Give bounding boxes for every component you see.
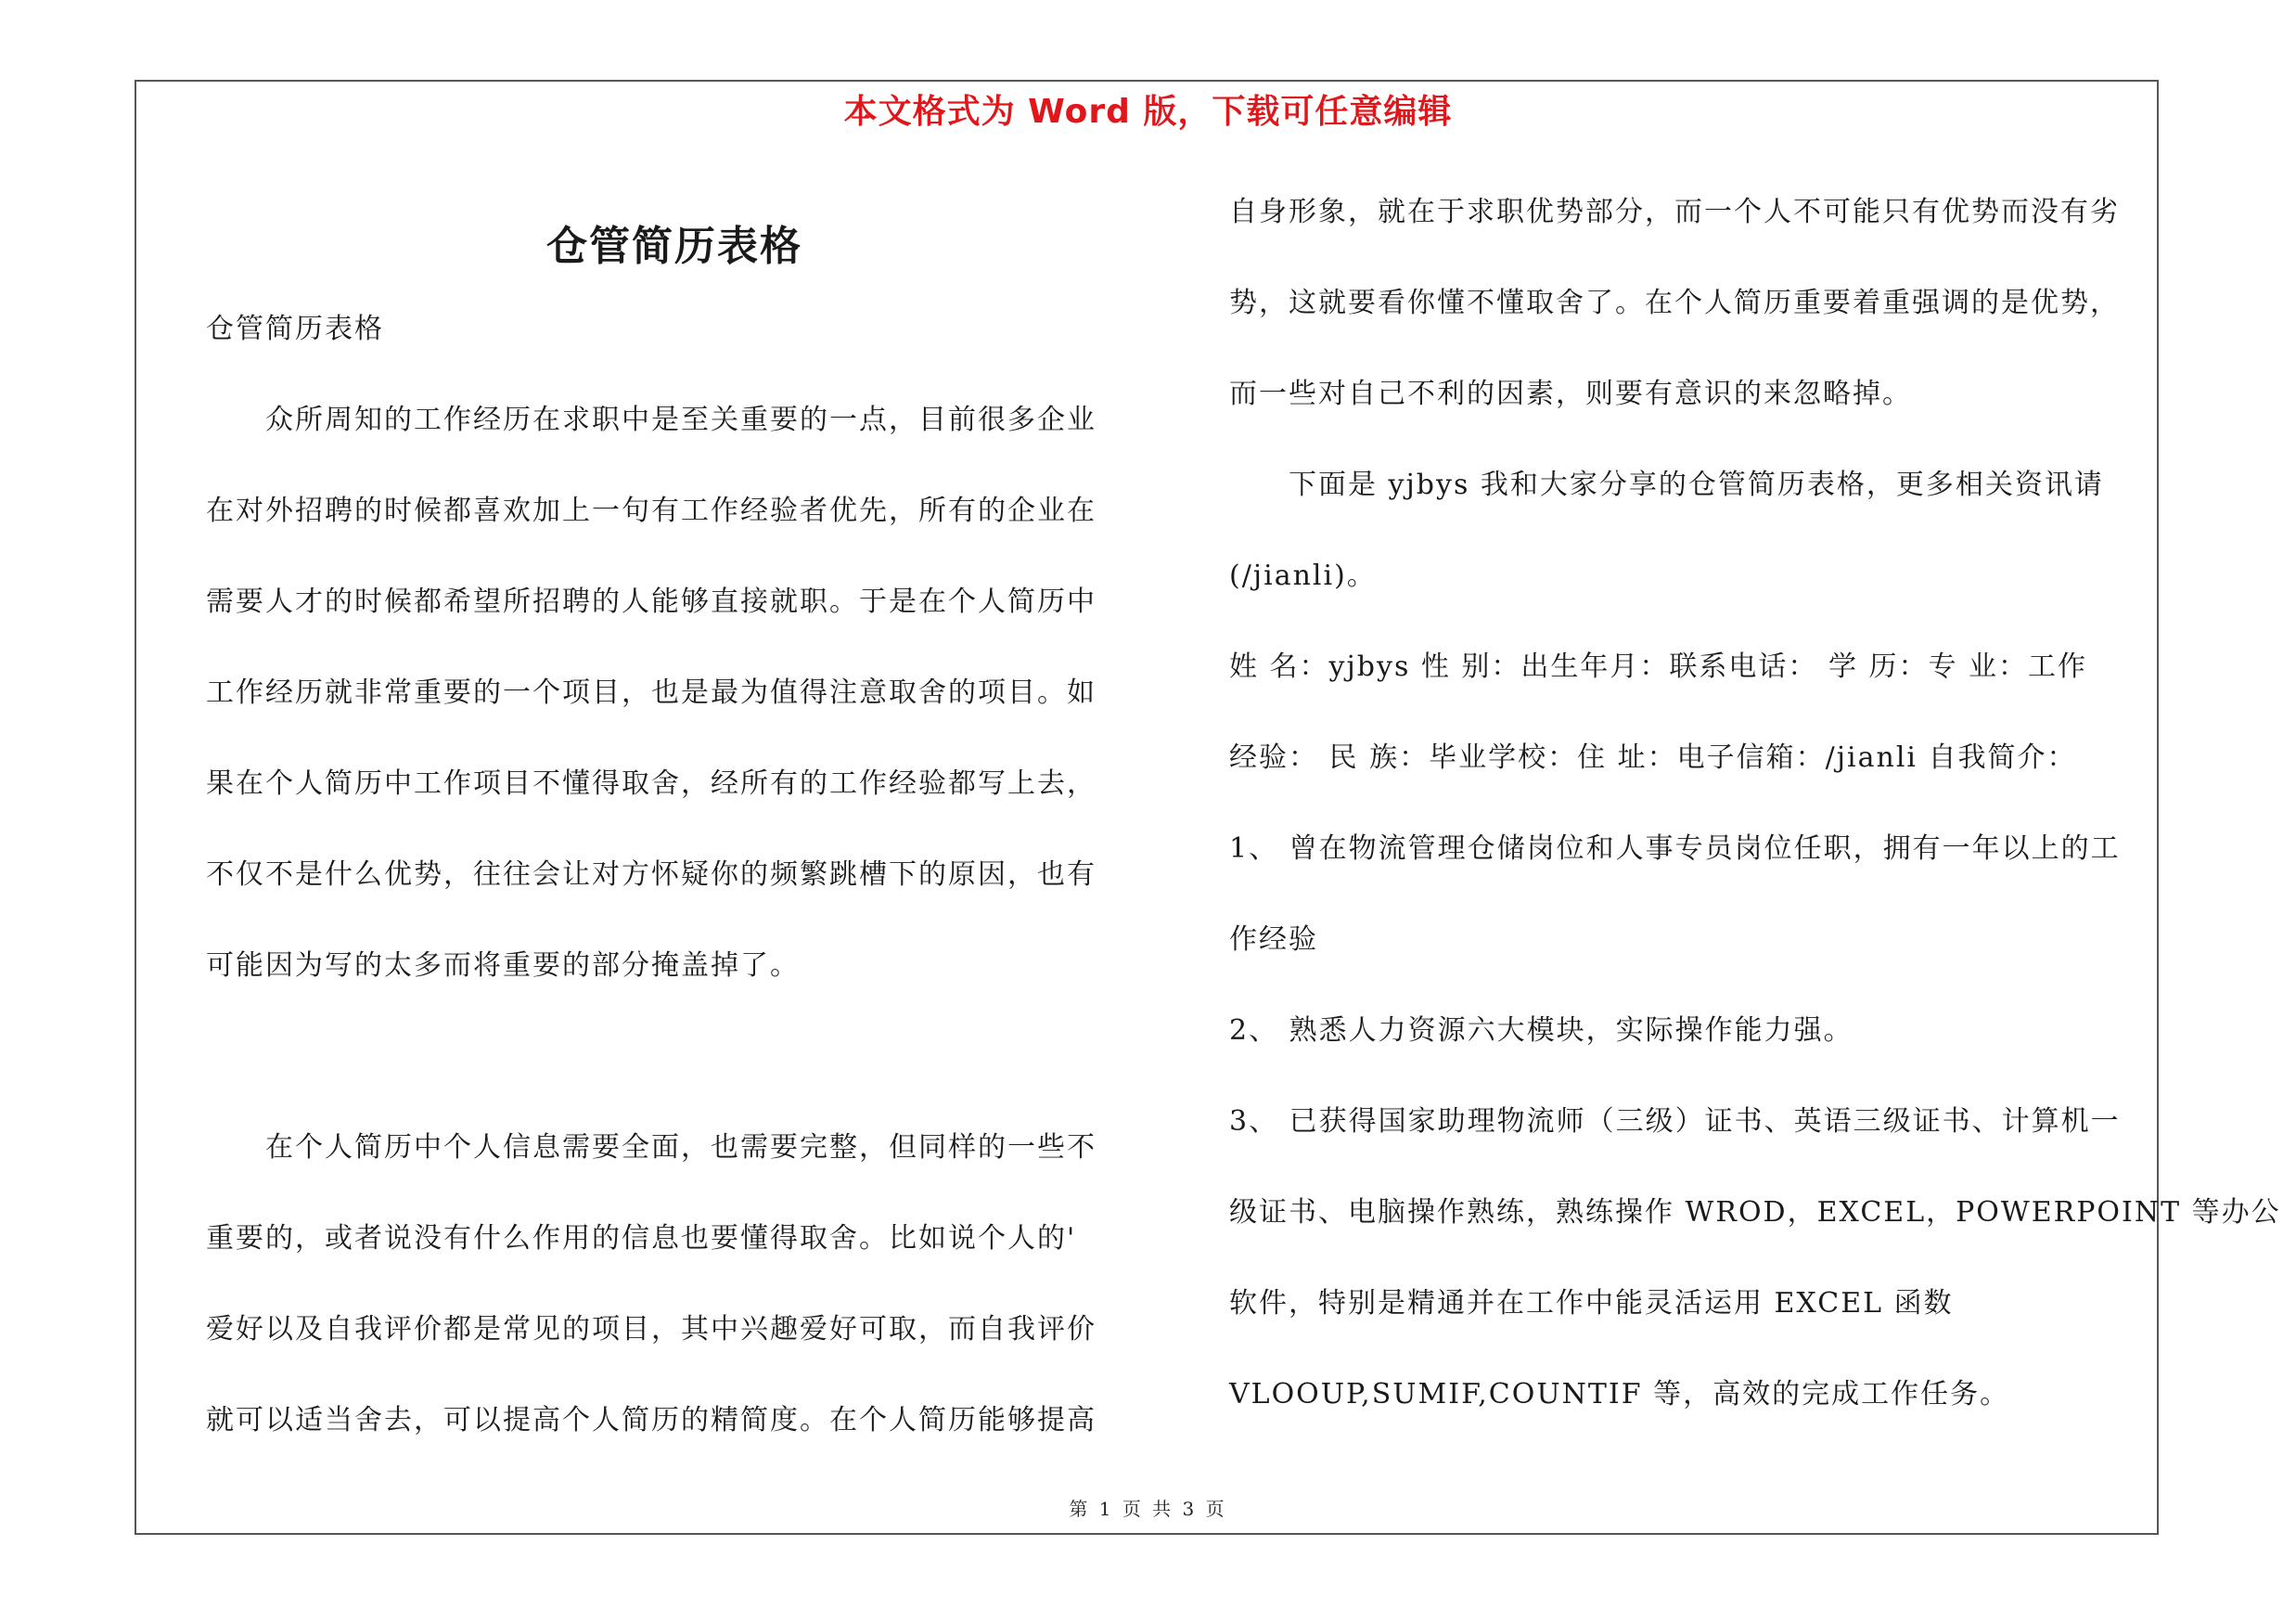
text-line: 势，这就要看你懂不懂取舍了。在个人简历重要着重强调的是优势， — [1229, 287, 2120, 319]
text-line: 仓管简历表格 — [206, 313, 384, 345]
text-line: VLOOUP,SUMIF,COUNTIF 等，高效的完成工作任务。 — [1229, 1378, 2010, 1410]
text-line: 姓 名：yjbys 性 别：出生年月：联系电话： 学 历：专 业：工作 — [1229, 650, 2088, 683]
text-line: 在对外招聘的时候都喜欢加上一句有工作经验者优先，所有的企业在 — [206, 495, 1097, 527]
text-line: 下面是 yjbys 我和大家分享的仓管简历表格，更多相关资讯请 — [1289, 469, 2104, 501]
text-line: (/jianli)。 — [1229, 560, 1377, 592]
left-column — [206, 176, 1143, 1466]
text-line: 果在个人简历中工作项目不懂得取舍，经所有的工作经验都写上去， — [206, 767, 1097, 800]
text-line: 作经验 — [1229, 923, 1318, 956]
text-line: 不仅不是什么优势，往往会让对方怀疑你的频繁跳槽下的原因，也有 — [206, 858, 1097, 891]
text-line: 可能因为写的太多而将重要的部分掩盖掉了。 — [206, 949, 800, 982]
text-line: 3、 已获得国家助理物流师（三级）证书、英语三级证书、计算机一 — [1229, 1105, 2121, 1138]
text-line: 爱好以及自我评价都是常见的项目，其中兴趣爱好可取，而自我评价 — [206, 1313, 1097, 1346]
right-column — [1229, 167, 2281, 1440]
text-line: 而一些对自己不利的因素，则要有意识的来忽略掉。 — [1229, 378, 1912, 410]
text-line: 2、 熟悉人力资源六大模块，实际操作能力强。 — [1229, 1014, 1853, 1047]
text-line: 工作经历就非常重要的一个项目，也是最为值得注意取舍的项目。如 — [206, 676, 1097, 709]
text-line: 就可以适当舍去，可以提高个人简历的精简度。在个人简历能够提高 — [206, 1404, 1097, 1436]
text-line: 自身形象，就在于求职优势部分，而一个人不可能只有优势而没有劣 — [1229, 196, 2120, 228]
text-line: 众所周知的工作经历在求职中是至关重要的一点，目前很多企业 — [265, 404, 1097, 436]
text-line: 级证书、电脑操作熟练，熟练操作 WROD，EXCEL，POWERPOINT 等办公 — [1229, 1196, 2281, 1229]
format-banner: 本文格式为 Word 版，下载可任意编辑 — [843, 93, 1453, 131]
text-line: 重要的，或者说没有什么作用的信息也要懂得取舍。比如说个人的' — [206, 1222, 1077, 1255]
text-line: 在个人简历中个人信息需要全面，也需要完整，但同样的一些不 — [265, 1131, 1097, 1164]
paragraph-gap — [206, 1011, 1143, 1102]
text-line: 需要人才的时候都希望所招聘的人能够直接就职。于是在个人简历中 — [206, 586, 1097, 618]
document-title: 仓管简历表格 — [546, 223, 802, 270]
text-line: 经验： 民 族：毕业学校：住 址：电子信箱：/jianli 自我简介： — [1229, 741, 2077, 774]
page-number-footer: 第 1 页 共 3 页 — [1069, 1498, 1227, 1520]
text-line: 1、 曾在物流管理仓储岗位和人事专员岗位任职，拥有一年以上的工 — [1229, 832, 2121, 865]
text-line: 软件，特别是精通并在工作中能灵活运用 EXCEL 函数 — [1229, 1287, 1954, 1320]
